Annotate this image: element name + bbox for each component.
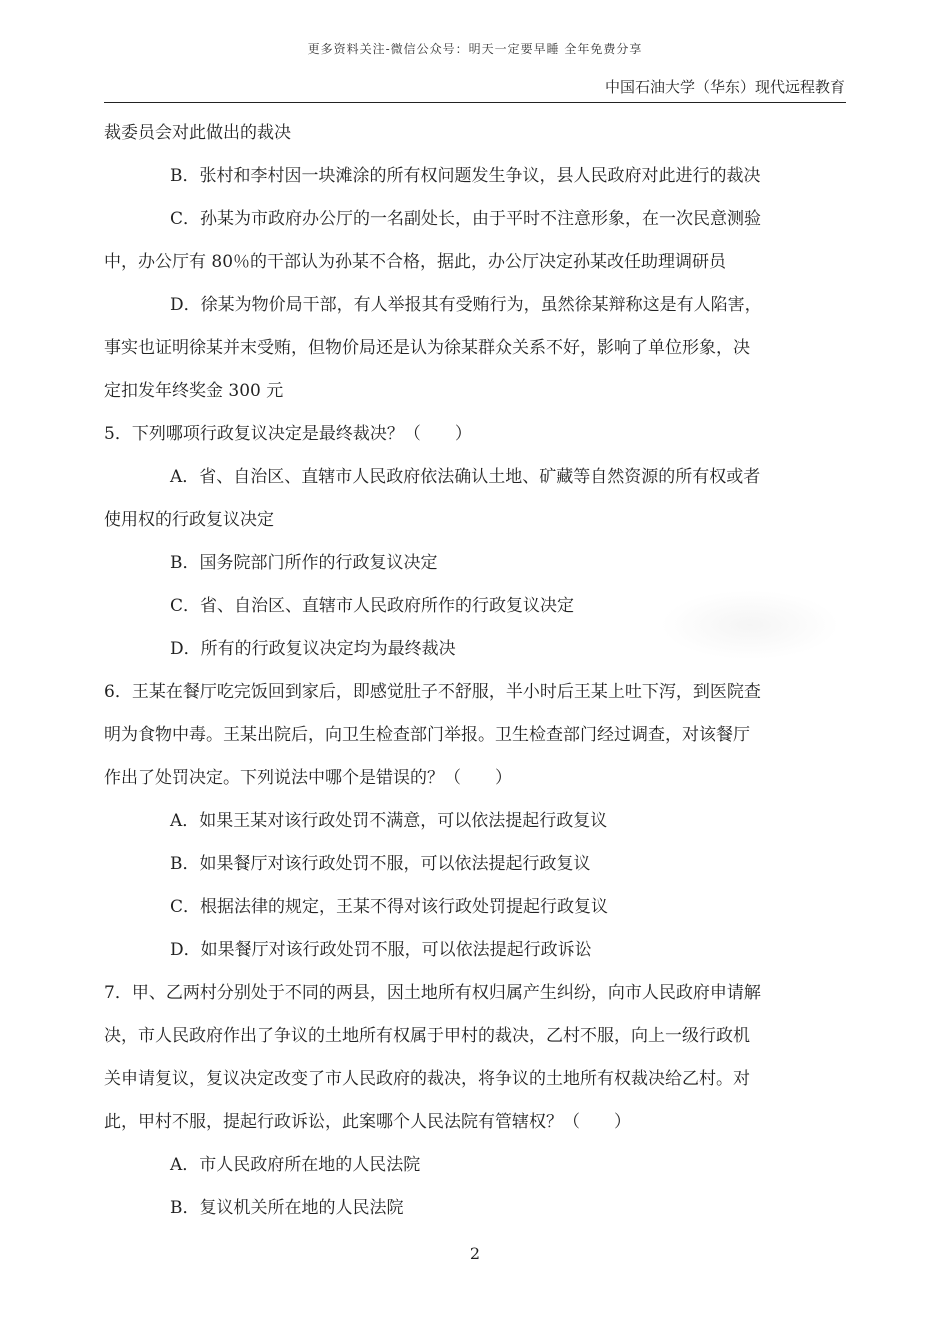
text-line: D．徐某为物价局干部，有人举报其有受贿行为，虽然徐某辩称这是有人陷害，: [170, 295, 762, 315]
text-line: 5．下列哪项行政复议决定是最终裁决？（ ）: [104, 424, 472, 444]
text-line: B．张村和李村因一块滩涂的所有权问题发生争议，县人民政府对此进行的裁决: [170, 166, 761, 186]
text-line: A．省、自治区、直辖市人民政府依法确认土地、矿藏等自然资源的所有权或者: [170, 467, 761, 487]
text-line: 7．甲、乙两村分别处于不同的两县，因土地所有权归属产生纠纷，向市人民政府申请解: [104, 983, 761, 1003]
text-line: A．如果王某对该行政处罚不满意，可以依法提起行政复议: [170, 811, 608, 831]
header-divider: [104, 102, 846, 103]
text-line: C．省、自治区、直辖市人民政府所作的行政复议决定: [170, 596, 575, 616]
text-line: 事实也证明徐某并末受贿，但物价局还是认为徐某群众关系不好，影响了单位形象，决: [104, 338, 750, 358]
page-number: 2: [469, 1244, 481, 1263]
text-line: C．根据法律的规定，王某不得对该行政处罚提起行政复议: [170, 897, 609, 917]
text-line: B．复议机关所在地的人民法院: [170, 1198, 404, 1218]
text-line: 决，市人民政府作出了争议的土地所有权属于甲村的裁决，乙村不服，向上一级行政机: [104, 1026, 750, 1046]
top-note: 更多资料关注-微信公众号：明天一定要早睡 全年免费分享: [307, 42, 643, 56]
text-line: 使用权的行政复议决定: [104, 510, 274, 530]
document-body: [104, 112, 846, 1230]
text-line: C．孙某为市政府办公厅的一名副处长，由于平时不注意形象，在一次民意测验: [170, 209, 762, 229]
text-line: 关申请复议，复议决定改变了市人民政府的裁决，将争议的土地所有权裁决给乙村。对: [104, 1069, 750, 1089]
text-line: 定扣发年终奖金 300 元: [104, 381, 284, 401]
text-line: D．如果餐厅对该行政处罚不服，可以依法提起行政诉讼: [170, 940, 592, 960]
text-line: 明为食物中毒。王某出院后，向卫生检查部门举报。卫生检查部门经过调查，对该餐厅: [104, 725, 750, 745]
page-header: 中国石油大学（华东）现代远程教育: [604, 78, 845, 96]
text-line: D．所有的行政复议决定均为最终裁决: [170, 639, 456, 659]
text-line: A．市人民政府所在地的人民法院: [170, 1155, 421, 1175]
text-line: B．如果餐厅对该行政处罚不服，可以依法提起行政复议: [170, 854, 591, 874]
text-line: 中，办公厅有 80％的干部认为孙某不合格，据此，办公厅决定孙某改任助理调研员: [104, 252, 727, 272]
text-line: B．国务院部门所作的行政复议决定: [170, 553, 438, 573]
text-line: 6．王某在餐厅吃完饭回到家后，即感觉肚子不舒服，半小时后王某上吐下泻，到医院查: [104, 682, 761, 702]
text-line: 作出了处罚决定。下列说法中哪个是错误的？（ ）: [104, 768, 512, 788]
text-line: 裁委员会对此做出的裁决: [104, 123, 291, 143]
text-line: 此，甲村不服，提起行政诉讼，此案哪个人民法院有管辖权？（ ）: [104, 1112, 631, 1132]
